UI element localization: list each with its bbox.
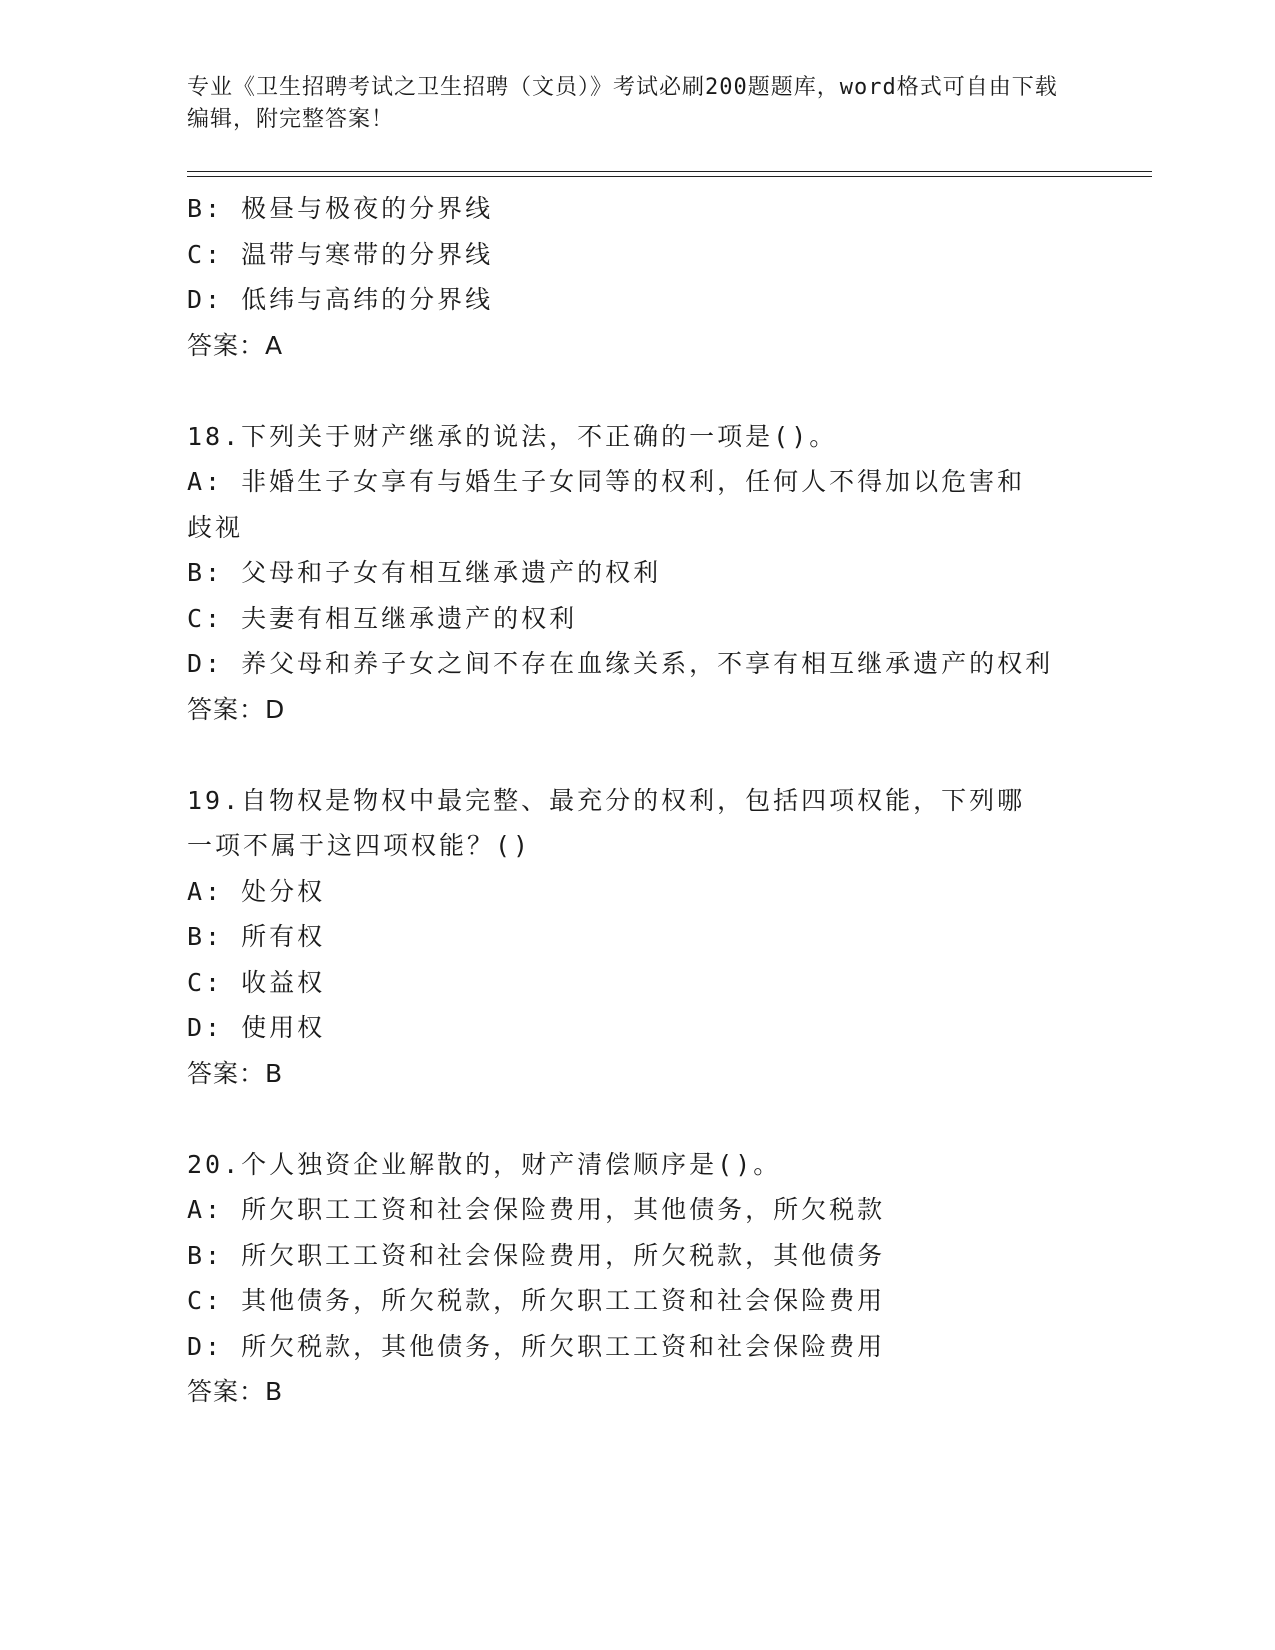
answer: 答案：A xyxy=(187,330,284,360)
question-17-tail xyxy=(187,186,1087,368)
option-c: C: 夫妻有相互继承遗产的权利 xyxy=(187,603,578,633)
document-header: 专业《卫生招聘考试之卫生招聘（文员）》考试必刷200题题库，word格式可自由下载编辑，附完整答案！ xyxy=(187,75,1058,132)
option-b: B: 极昼与极夜的分界线 xyxy=(187,194,494,223)
spacer xyxy=(187,368,1087,414)
question-18 xyxy=(187,414,1087,733)
option-a: A: 处分权 xyxy=(187,876,326,906)
question-text: 18.下列关于财产继承的说法，不正确的一项是()。 xyxy=(187,421,838,451)
answer: 答案：B xyxy=(187,1377,284,1406)
option-d: D: 所欠税款，其他债务，所欠职工工资和社会保险费用 xyxy=(187,1331,886,1361)
option-d: D: 低纬与高纬的分界线 xyxy=(187,285,494,314)
option-b: B: 所欠职工工资和社会保险费用，所欠税款，其他债务 xyxy=(187,1240,886,1270)
option-a: A: 非婚生子女享有与婚生子女同等的权利，任何人不得加以危害和歧视 xyxy=(187,467,1026,542)
option-d: D: 养父母和养子女之间不存在血缘关系，不享有相互继承遗产的权利 xyxy=(187,649,1054,678)
option-b: B: 所有权 xyxy=(187,922,326,951)
question-20 xyxy=(187,1142,1087,1415)
option-b: B: 父母和子女有相互继承遗产的权利 xyxy=(187,558,662,587)
option-c: C: 其他债务，所欠税款，所欠职工工资和社会保险费用 xyxy=(187,1286,886,1315)
question-text: 20.个人独资企业解散的，财产清偿顺序是()。 xyxy=(187,1149,782,1179)
option-c: C: 收益权 xyxy=(187,967,326,997)
spacer xyxy=(187,732,1087,778)
header-rule-top xyxy=(187,171,1152,172)
option-a: A: 所欠职工工资和社会保险费用，其他债务，所欠税款 xyxy=(187,1195,886,1224)
header-rule-bottom xyxy=(187,176,1152,177)
question-19 xyxy=(187,778,1087,1097)
spacer xyxy=(187,1096,1087,1142)
answer: 答案：D xyxy=(187,694,286,724)
question-text: 19.自物权是物权中最完整、最充分的权利，包括四项权能，下列哪一项不属于这四项权能？() xyxy=(187,785,1026,860)
option-d: D: 使用权 xyxy=(187,1013,326,1042)
answer: 答案：B xyxy=(187,1058,284,1088)
question-list xyxy=(187,186,1087,1415)
option-c: C: 温带与寒带的分界线 xyxy=(187,239,494,269)
